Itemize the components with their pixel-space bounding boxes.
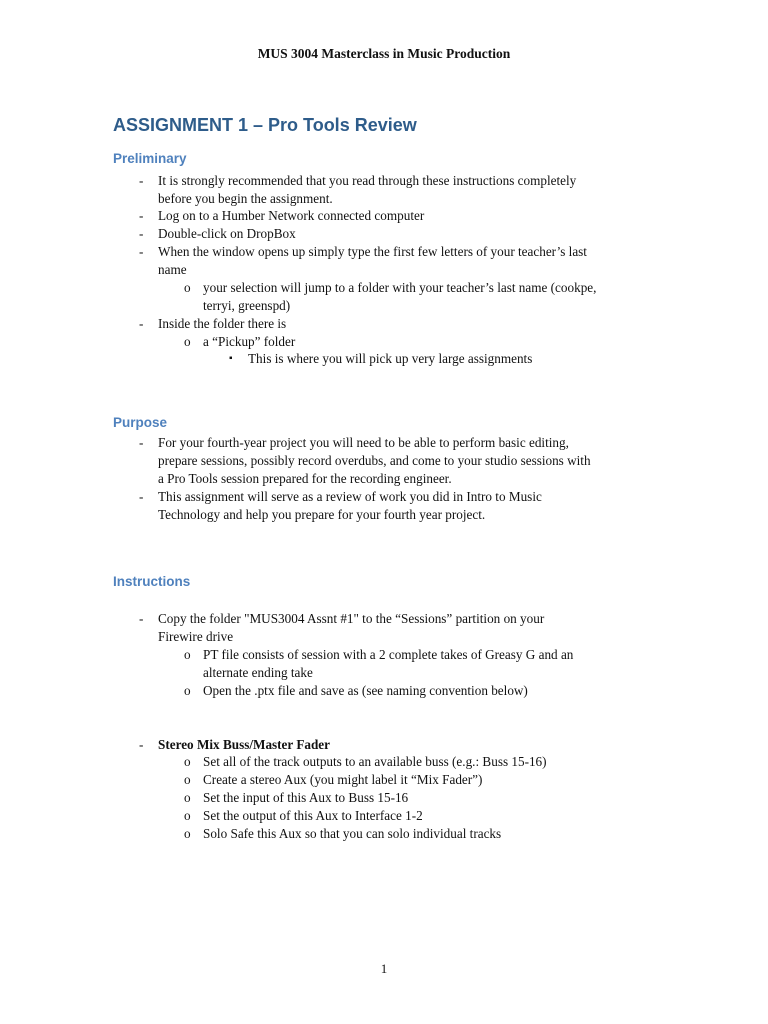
list-item-line: Create a stereo Aux (you might label it “Mix Fader”)	[203, 772, 483, 787]
list-item-line: Solo Safe this Aux so that you can solo individual tracks	[203, 826, 502, 841]
list-item-line: Copy the folder "MUS3004 Assnt #1" to the “Sessions” partition on your	[158, 611, 545, 626]
list-item-line: terryi, greenspd)	[203, 298, 291, 313]
list-item-line: your selection will jump to a folder with your teacher’s last name (cookpe,	[203, 280, 597, 295]
list-item-line: Inside the folder there is	[158, 316, 287, 331]
circle-bullet: o	[184, 280, 191, 295]
list-item-line: Double-click on DropBox	[158, 226, 296, 241]
list-item-line: a Pro Tools session prepared for the recording engineer.	[158, 471, 452, 486]
dash-bullet: -	[139, 611, 144, 626]
list-item-line: Technology and help you prepare for your fourth year project.	[158, 507, 486, 522]
list-item-line: alternate ending take	[203, 665, 313, 680]
dash-bullet: -	[139, 435, 144, 450]
list-item-line: name	[158, 262, 187, 277]
dash-bullet: -	[139, 244, 144, 259]
dash-bullet: -	[139, 226, 144, 241]
list-item-line: When the window opens up simply type the first few letters of your teacher’s last	[158, 244, 587, 259]
list-item-line: before you begin the assignment.	[158, 191, 333, 206]
course-header: MUS 3004 Masterclass in Music Production	[257, 46, 511, 61]
circle-bullet: o	[184, 772, 191, 787]
section-heading-preliminary: Preliminary	[113, 151, 187, 166]
list-item-line: Open the .ptx file and save as (see naming convention below)	[203, 683, 528, 698]
dash-bullet: -	[139, 316, 144, 331]
list-item-line: Set all of the track outputs to an available buss (e.g.: Buss 15-16)	[203, 754, 547, 769]
assignment-title: ASSIGNMENT 1 – Pro Tools Review	[113, 115, 417, 135]
subsection-label: Stereo Mix Buss/Master Fader	[158, 737, 331, 752]
list-item-line: Set the input of this Aux to Buss 15-16	[203, 790, 409, 805]
list-item-line: a “Pickup” folder	[203, 334, 296, 349]
section-heading-purpose: Purpose	[113, 415, 168, 430]
page-number: 1	[380, 961, 388, 976]
circle-bullet: o	[184, 754, 191, 769]
circle-bullet: o	[184, 683, 191, 698]
dash-bullet: -	[139, 489, 144, 504]
dash-bullet: -	[139, 208, 144, 223]
square-bullet: ▪	[229, 353, 233, 364]
list-item-line: PT file consists of session with a 2 complete takes of Greasy G and an	[203, 647, 574, 662]
circle-bullet: o	[184, 808, 191, 823]
circle-bullet: o	[184, 647, 191, 662]
circle-bullet: o	[184, 334, 191, 349]
list-item-line: Log on to a Humber Network connected computer	[158, 208, 425, 223]
dash-bullet: -	[139, 737, 144, 752]
list-item-line: Set the output of this Aux to Interface 1-2	[203, 808, 423, 823]
dash-bullet: -	[139, 173, 144, 188]
section-heading-instructions: Instructions	[113, 574, 191, 589]
list-item-line: This assignment will serve as a review of work you did in Intro to Music	[158, 489, 542, 504]
circle-bullet: o	[184, 790, 191, 805]
list-item-line: This is where you will pick up very large assignments	[248, 351, 533, 366]
list-item-line: Firewire drive	[158, 629, 234, 644]
list-item-line: It is strongly recommended that you read through these instructions completely	[158, 173, 577, 188]
list-item-line: prepare sessions, possibly record overdubs, and come to your studio sessions with	[158, 453, 591, 468]
list-item-line: For your fourth-year project you will need to be able to perform basic editing,	[158, 435, 569, 450]
circle-bullet: o	[184, 826, 191, 841]
